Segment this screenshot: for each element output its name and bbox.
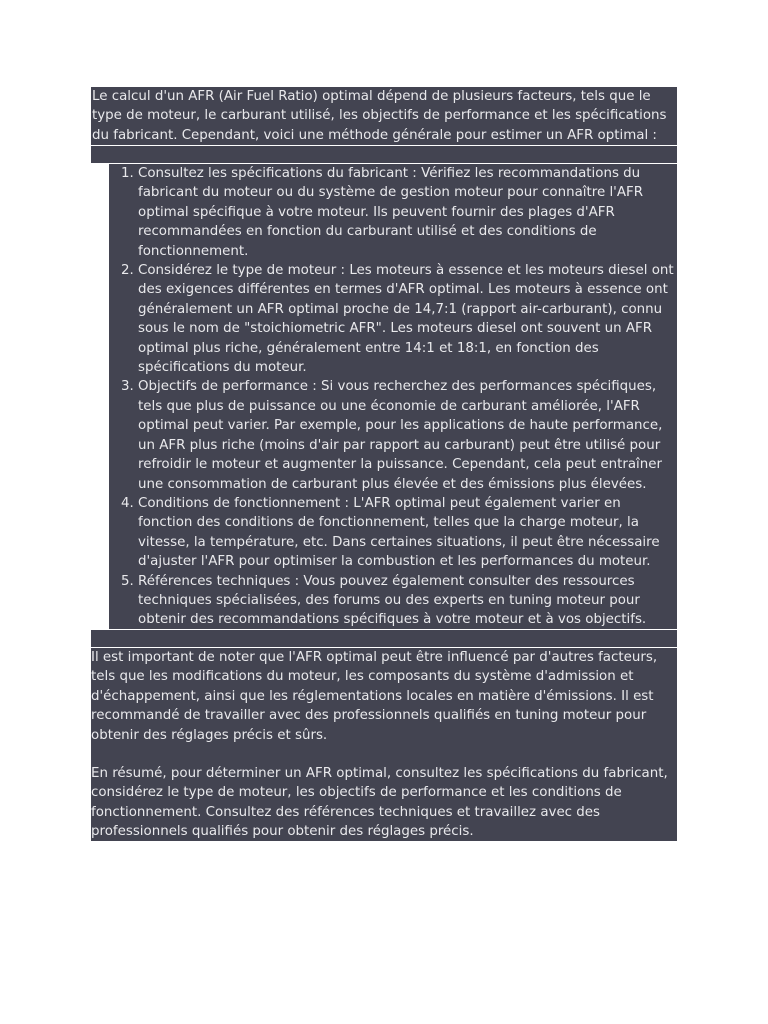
step-item: 4. Conditions de fonctionnement : L'AFR optimal peut également varier en fonction des conditions de fonctionnement, telles que la charge moteur, la vitesse, la température, etc. Dans certaines situations, il peut être nécessaire d'ajuster l'AFR pour optimiser la combustion et les performances du moteur. <box>138 494 677 572</box>
conclusion-block <box>91 648 677 841</box>
step-item: 5. Références techniques : Vous pouvez également consulter des ressources techniques spécialisées, des forums ou des experts en tuning moteur pour obtenir des recommandations spécifiques à votre moteur et à vos objectifs. <box>138 572 677 630</box>
steps-list <box>109 164 677 630</box>
step-item: 3. Objectifs de performance : Si vous recherchez des performances spécifiques, tels que plus de puissance ou une économie de carburant améliorée, l'AFR optimal peut varier. Par exemple, pour les applications de haute performance, un AFR plus riche (moins d'air par rapport au carburant) peut être utilisé pour refroidir le moteur et augmenter la puissance. Cependant, cela peut entraîner une consommation de carburant plus élevée et des émissions plus élevées. <box>138 377 677 493</box>
step-item: 1. Consultez les spécifications du fabricant : Vérifiez les recommandations du fabricant du moteur ou du système de gestion moteur pour connaître l'AFR optimal spécifique à votre moteur. Ils peuvent fournir des plages d'AFR recommandées en fonction du carburant utilisé et des conditions de fonctionnement. <box>138 164 677 261</box>
note-paragraph: Il est important de noter que l'AFR optimal peut être influencé par d'autres facteurs, tels que les modifications du moteur, les composants du système d'admission et d'échappement, ainsi que les réglementations locales en matière d'émissions. Il est recommandé de travailler avec des professionnels qualifiés en tuning moteur pour obtenir des réglages précis et sûrs. <box>91 650 658 743</box>
separator-band <box>91 145 677 164</box>
summary-paragraph: En résumé, pour déterminer un AFR optimal, consultez les spécifications du fabricant, considérez le type de moteur, les objectifs de performance et les conditions de fonctionnement. Consultez des références techniques et travaillez avec des professionnels qualifiés pour obtenir des réglages précis. <box>91 766 668 840</box>
paragraph-spacer <box>91 745 677 764</box>
step-item: 2. Considérez le type de moteur : Les moteurs à essence et les moteurs diesel ont des exigences différentes en termes d'AFR optimal. Les moteurs à essence ont généralement un AFR optimal proche de 14,7:1 (rapport air-carburant), connu sous le nom de "stoichiometric AFR". Les moteurs diesel ont souvent un AFR optimal plus riche, généralement entre 14:1 et 18:1, en fonction des spécifications du moteur. <box>138 261 677 377</box>
steps-block <box>109 164 677 629</box>
intro-paragraph: Le calcul d'un AFR (Air Fuel Ratio) optimal dépend de plusieurs facteurs, tels que le type de moteur, le carburant utilisé, les objectifs de performance et les spécifications du fabricant. Cependant, voici une méthode générale pour estimer un AFR optimal : <box>92 89 667 143</box>
separator-band <box>91 629 677 648</box>
intro-block <box>91 87 677 145</box>
